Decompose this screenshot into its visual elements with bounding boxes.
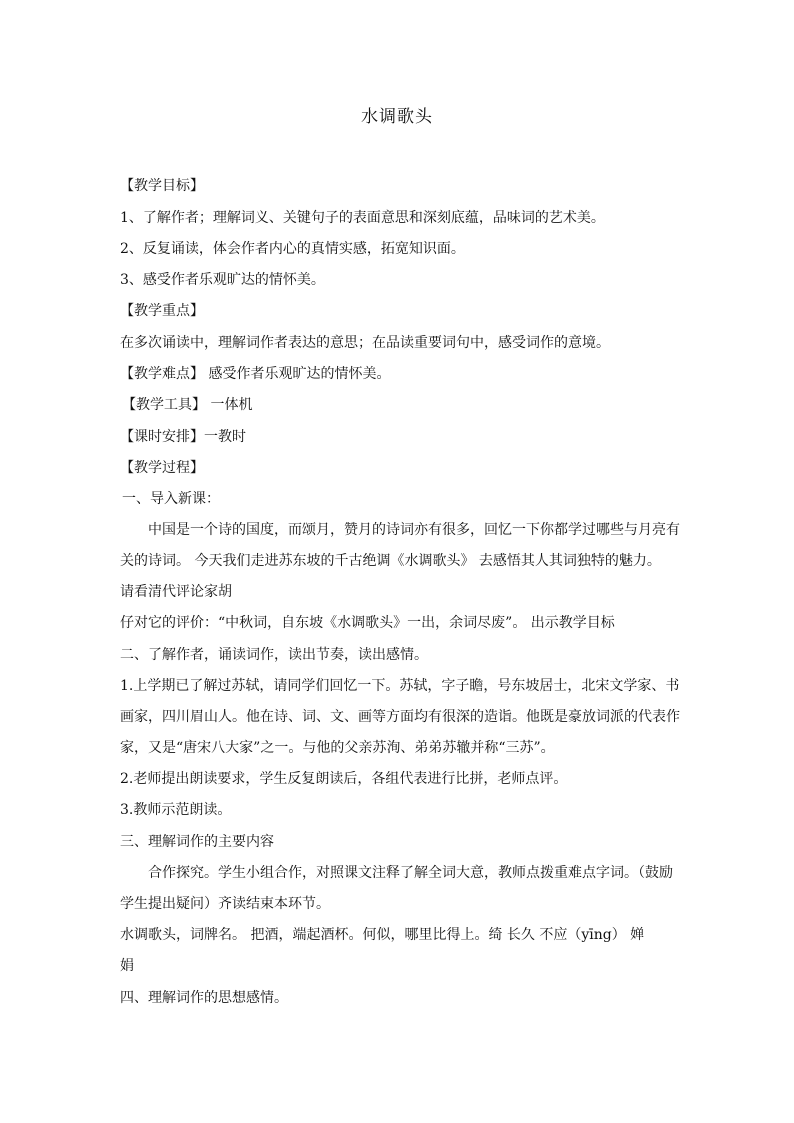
objective-3: 3、感受作者乐观旷达的情怀美。 [120,272,325,288]
author-paragraph-line-1: 1.上学期已了解过苏轼，请同学们回忆一下。苏轼，字子瞻，号东坡居士，北宋文学家、书 [120,678,680,694]
objective-1: 1、了解作者；理解词义、关键句子的表面意思和深刻底蕴，品味词的艺术美。 [120,210,605,226]
vocabulary-line-2: 娟 [120,958,134,974]
step-2-heading: 二、了解作者，诵读词作，读出节奏，读出感情。 [120,647,428,663]
author-paragraph-line-3: 家，又是“唐宋八大家”之一。与他的父亲苏洵、弟弟苏辙并称“三苏”。 [120,740,555,756]
objective-2: 2、反复诵读，体会作者内心的真情实感，拓宽知识面。 [120,241,465,257]
reading-step-3: 3.教师示范朗读。 [120,802,232,818]
section-heading-objectives: 【教学目标】 [120,178,204,194]
paragraph-intro-line-3: 请看清代评论家胡 [120,584,232,600]
key-points-text: 在多次诵读中，理解词作者表达的意思；在品读重要词句中，感受词作的意境。 [120,335,610,351]
reading-step-2: 2.老师提出朗读要求，学生反复朗读后，各组代表进行比拼，老师点评。 [120,771,568,787]
teaching-tools: 【教学工具】 一体机 [122,397,253,413]
step-3-heading: 三、理解词作的主要内容 [120,834,274,850]
paragraph-intro-line-4: 仔对它的评价：“中秋词，自东坡《水调歌头》一出，余词尽废”。 出示教学目标 [120,615,615,631]
section-heading-key-points: 【教学重点】 [120,303,204,319]
paragraph-intro-line-2: 关的诗词。 今天我们走进苏东坡的千古绝调《水调歌头》 去感悟其人其词独特的魅力。 [120,553,661,569]
cooperation-paragraph-line-1: 合作探究。学生小组合作，对照课文注释了解全词大意，教师点拨重难点字词。（鼓励 [148,865,673,881]
document-title: 水调歌头 [361,107,433,127]
step-1-heading: 一、导入新课： [122,491,220,507]
difficult-points: 【教学难点】 感受作者乐观旷达的情怀美。 [120,366,391,382]
vocabulary-line-1: 水调歌头，词牌名。 把酒，端起酒杯。何似，哪里比得上。绮 长久 不应（yīng） 婵 [120,927,645,943]
paragraph-intro-line-1: 中国是一个诗的国度，而颂月，赞月的诗词亦有很多，回忆一下你都学过哪些与月亮有 [148,522,680,538]
step-4-heading: 四、理解词作的思想感情。 [120,990,288,1006]
section-heading-process: 【教学过程】 [120,460,204,476]
cooperation-paragraph-line-2: 学生提出疑问）齐读结束本环节。 [120,896,330,912]
class-schedule: 【课时安排】一教时 [120,429,246,445]
author-paragraph-line-2: 画家，四川眉山人。他在诗、词、文、画等方面均有很深的造诣。他既是豪放词派的代表作 [120,709,680,725]
